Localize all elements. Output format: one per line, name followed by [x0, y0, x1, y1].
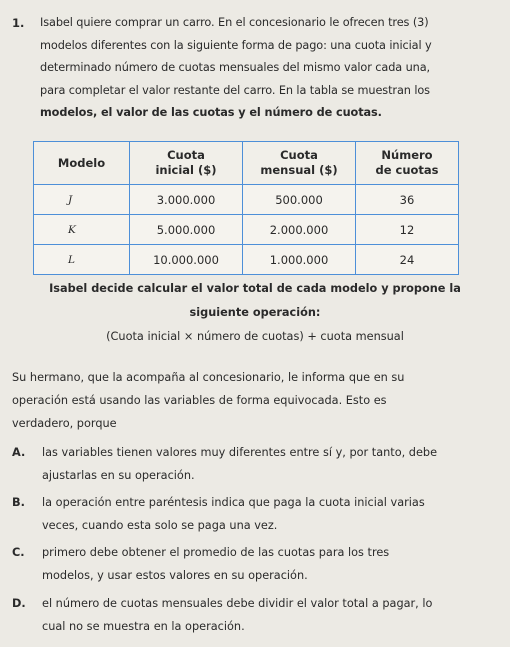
intro-line: modelos diferentes con la siguiente forma de pago: una cuota inicial y — [40, 38, 432, 52]
paragraph-line: siguiente operación: — [189, 306, 321, 319]
option-line: veces, cuando esta solo se paga una vez. — [42, 518, 278, 532]
option-line: ajustarlas en su operación. — [42, 468, 195, 482]
cell-initial-payment: 10.000.000 — [130, 245, 243, 275]
cell-model: L — [34, 245, 130, 275]
table-row — [34, 245, 459, 275]
option-letter: D. — [12, 597, 26, 610]
cell-number-of-payments: 36 — [356, 185, 459, 215]
option-line: la operación entre paréntesis indica que paga la cuota inicial varias — [42, 496, 425, 509]
operation-formula: (Cuota inicial × número de cuotas) + cuota mensual — [106, 330, 404, 343]
cell-monthly-payment: 1.000.000 — [243, 245, 356, 275]
intro-line: modelos, el valor de las cuotas y el número de cuotas. — [40, 106, 382, 119]
option-line: el número de cuotas mensuales debe dividir el valor total a pagar, lo — [42, 597, 433, 610]
cell-model: J — [34, 185, 130, 215]
option-b[interactable] — [12, 492, 502, 537]
cell-initial-payment: 5.000.000 — [130, 215, 243, 245]
header-model: Modelo — [34, 142, 130, 185]
option-letter: B. — [12, 496, 25, 509]
option-line: cual no se muestra en la operación. — [42, 619, 245, 633]
intro-line: determinado número de cuotas mensuales del mismo valor cada una, — [40, 61, 431, 74]
option-d[interactable] — [12, 593, 502, 638]
intro-line: para completar el valor restante del carro. En la tabla se muestran los — [40, 83, 430, 97]
paragraph-line: Isabel decide calcular el valor total de cada modelo y propone la — [49, 282, 461, 295]
cell-model: K — [34, 215, 130, 245]
paragraph-line: Su hermano, que la acompaña al concesionario, le informa que en su — [12, 371, 405, 384]
paragraph-line: operación está usando las variables de forma equivocada. Esto es — [12, 394, 387, 407]
table-row — [34, 185, 459, 215]
header-monthly-payment: Cuota mensual ($) — [243, 142, 356, 185]
brother-paragraph — [12, 366, 500, 435]
question-number: 1. — [12, 16, 25, 30]
option-letter: C. — [12, 546, 25, 559]
header-initial-payment: Cuota inicial ($) — [130, 142, 243, 185]
cell-monthly-payment: 2.000.000 — [243, 215, 356, 245]
option-line: las variables tienen valores muy diferentes entre sí y, por tanto, debe — [42, 446, 438, 459]
cell-initial-payment: 3.000.000 — [130, 185, 243, 215]
cell-number-of-payments: 12 — [356, 215, 459, 245]
cell-monthly-payment: 500.000 — [243, 185, 356, 215]
question-intro — [40, 12, 502, 125]
option-a[interactable] — [12, 442, 502, 487]
header-number-of-payments: Número de cuotas — [356, 142, 459, 185]
option-line: modelos, y usar estos valores en su operación. — [42, 568, 308, 582]
option-c[interactable] — [12, 542, 502, 587]
paragraph-line: verdadero, porque — [12, 417, 117, 430]
table-header-row — [34, 142, 459, 185]
table-row — [34, 215, 459, 245]
cell-number-of-payments: 24 — [356, 245, 459, 275]
option-letter: A. — [12, 446, 26, 459]
intro-line: Isabel quiere comprar un carro. En el concesionario le ofrecen tres (3) — [40, 16, 429, 29]
option-line: primero debe obtener el promedio de las cuotas para los tres — [42, 546, 390, 559]
payment-table — [33, 141, 459, 275]
